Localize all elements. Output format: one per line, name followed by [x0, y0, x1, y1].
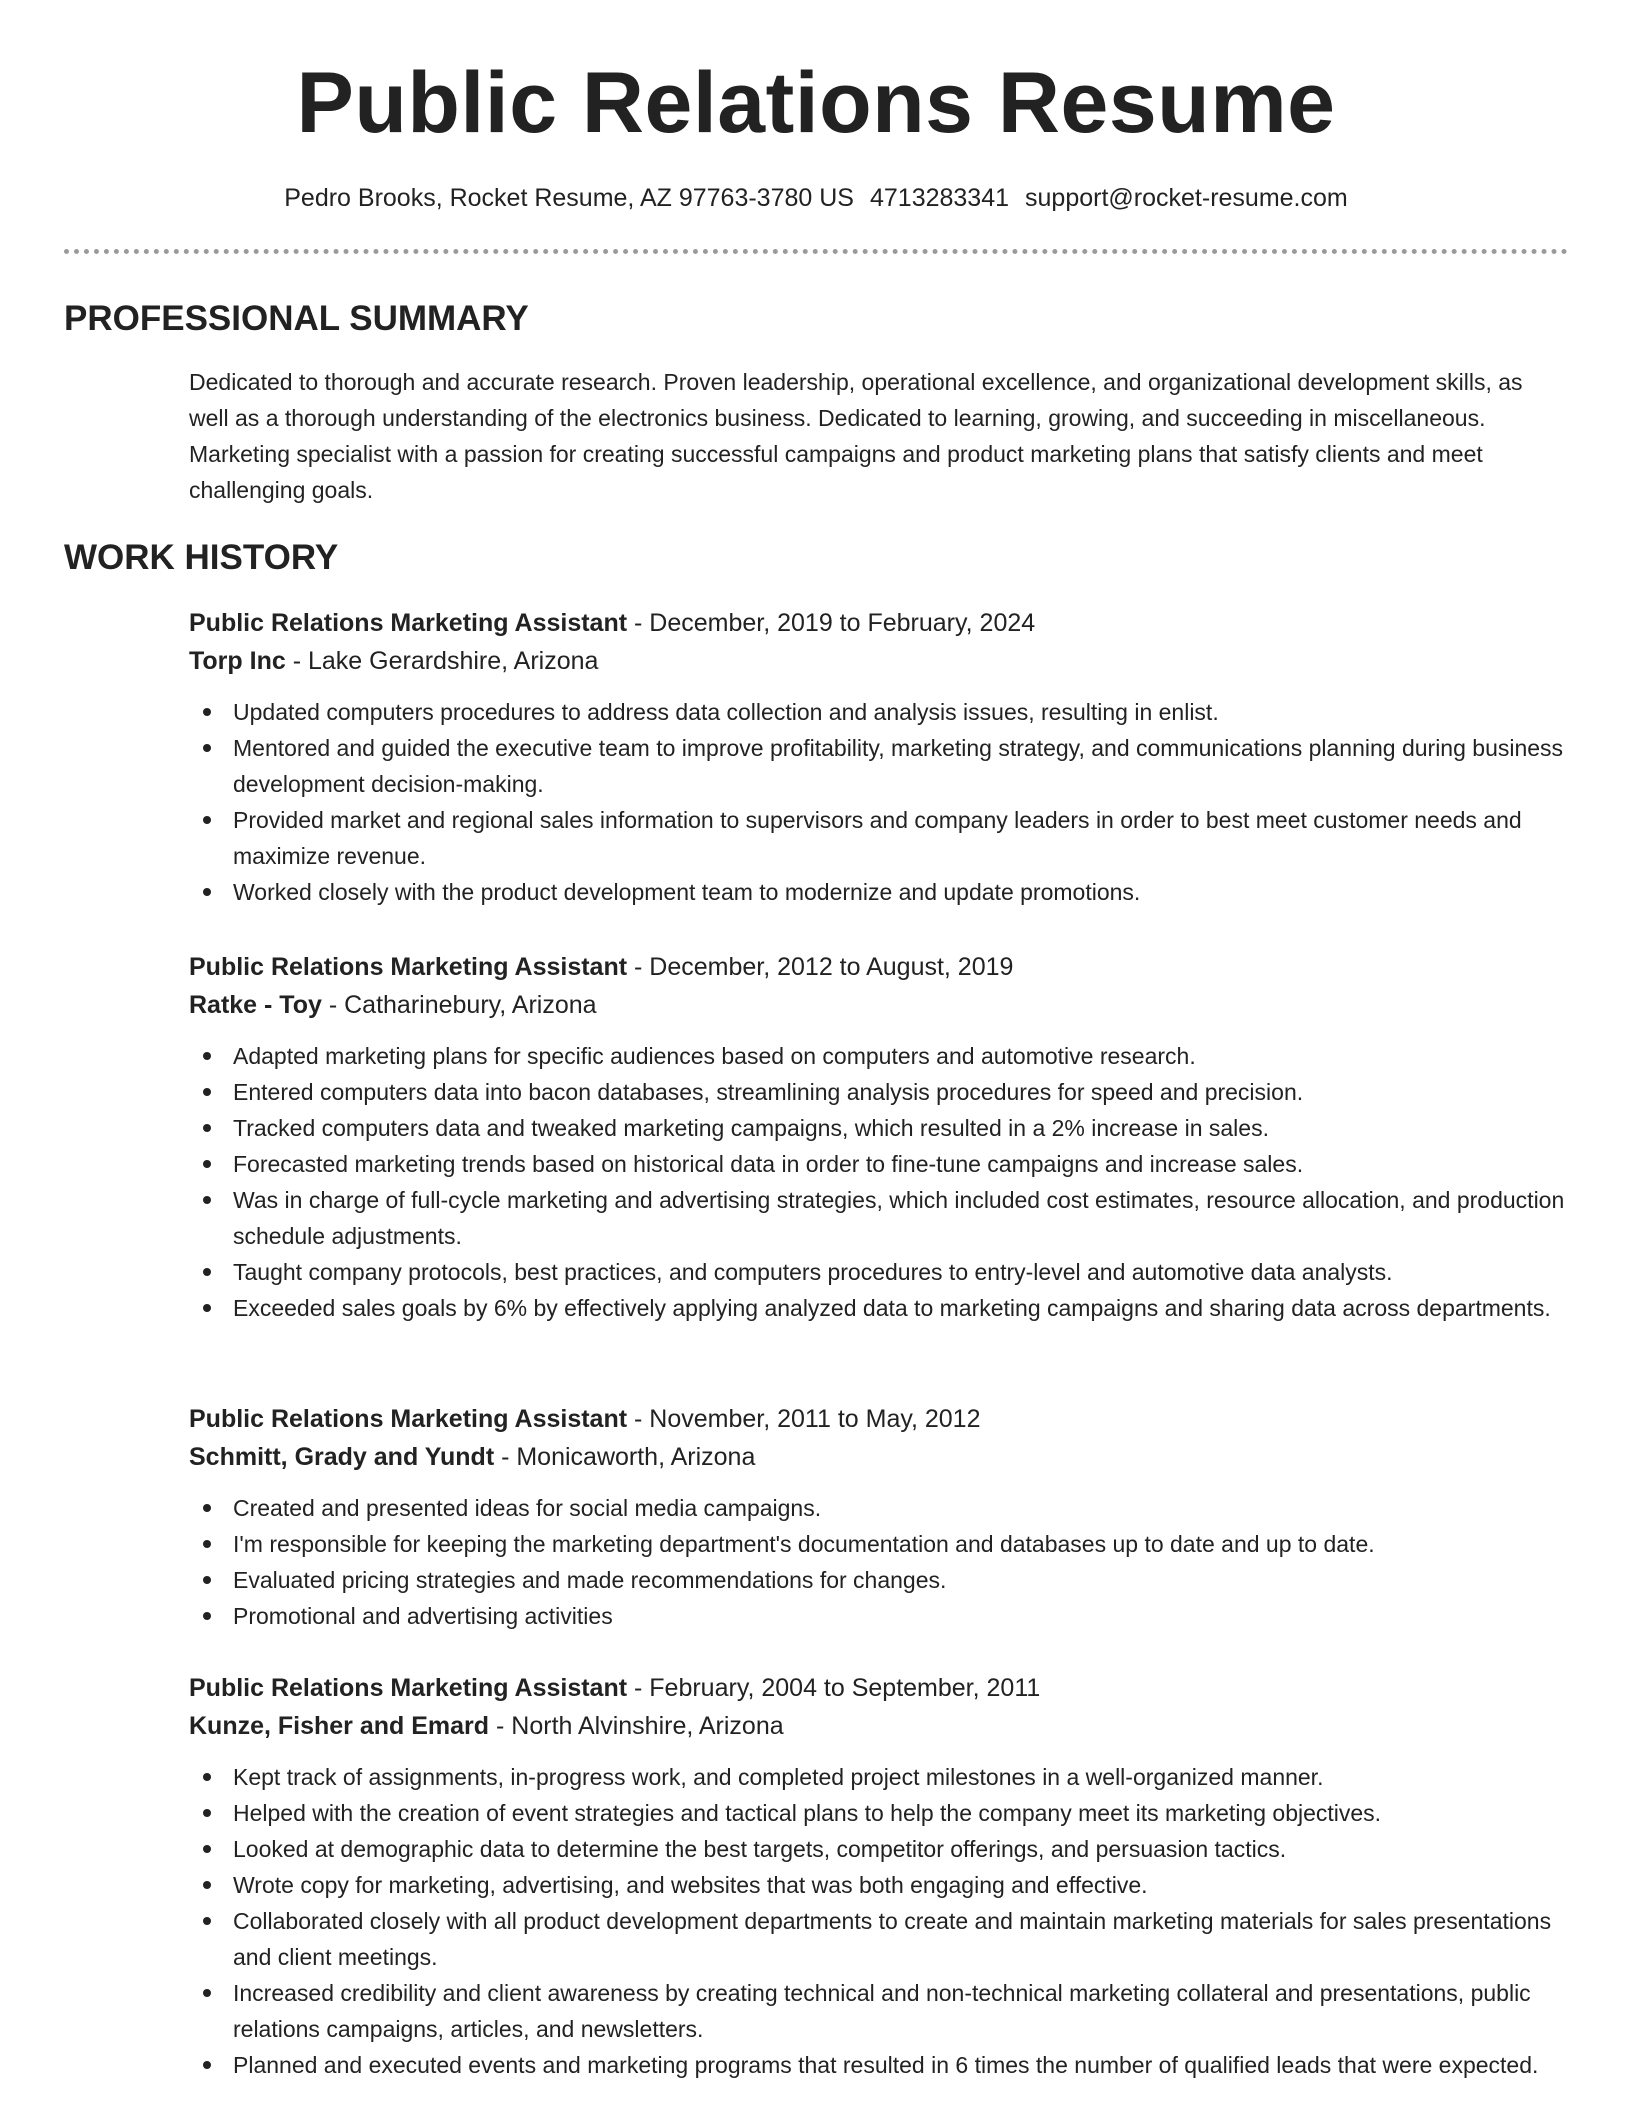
header-divider	[64, 249, 1568, 254]
contact-phone: 4713283341	[869, 184, 1010, 212]
job-company: Kunze, Fisher and Emard	[189, 1712, 490, 1740]
job-title: Public Relations Marketing Assistant	[189, 953, 628, 981]
list-item: Increased credibility and client awareness by creating technical and non-technical marketing collateral and presentations, public relations campaigns, articles, and newsletters.	[233, 1975, 1569, 2047]
list-item: Adapted marketing plans for specific audiences based on computers and automotive research.	[233, 1038, 1569, 1074]
list-item: Tracked computers data and tweaked marketing campaigns, which resulted in a 2% increase in sales.	[233, 1110, 1569, 1146]
job-dates: - December, 2012 to August, 2019	[627, 953, 1014, 981]
list-item: Updated computers procedures to address data collection and analysis issues, resulting in enlist.	[233, 694, 1569, 730]
list-item: Promotional and advertising activities	[233, 1598, 1569, 1634]
list-item: Entered computers data into bacon databases, streamlining analysis procedures for speed and precision.	[233, 1074, 1569, 1110]
contact-line	[0, 178, 1632, 218]
job-entry	[189, 604, 1569, 910]
job-bullets	[189, 1038, 1569, 1326]
list-item: Collaborated closely with all product development departments to create and maintain marketing materials for sales presentations and client meetings.	[233, 1903, 1569, 1975]
list-item: Kept track of assignments, in-progress work, and completed project milestones in a well-organized manner.	[233, 1759, 1569, 1795]
list-item: Helped with the creation of event strategies and tactical plans to help the company meet its marketing objectives.	[233, 1795, 1569, 1831]
work-history-heading: WORK HISTORY	[64, 538, 339, 577]
job-dates: - December, 2019 to February, 2024	[627, 609, 1036, 637]
job-title-line	[189, 1400, 1569, 1438]
job-location: - Lake Gerardshire, Arizona	[285, 647, 599, 675]
summary-text: Dedicated to thorough and accurate research. Proven leadership, operational excellence, and organizational development skills, as well as a thorough understanding of the electronics business. Dedicated to learning, growing, and succeeding in miscellaneous. Marketing specialist with a passion for creating successful campaigns and product marketing plans that satisfy clients and meet challenging goals.	[189, 369, 1523, 503]
job-company-line	[189, 1707, 1569, 1745]
job-title: Public Relations Marketing Assistant	[189, 1405, 628, 1433]
list-item: I'm responsible for keeping the marketing department's documentation and databases up to date and up to date.	[233, 1526, 1569, 1562]
job-title-line	[189, 604, 1569, 642]
job-bullets	[189, 1490, 1569, 1634]
list-item: Exceeded sales goals by 6% by effectively applying analyzed data to marketing campaigns and sharing data across departments.	[233, 1290, 1569, 1326]
list-item: Looked at demographic data to determine the best targets, competitor offerings, and persuasion tactics.	[233, 1831, 1569, 1867]
job-bullets	[189, 694, 1569, 910]
list-item: Provided market and regional sales information to supervisors and company leaders in order to best meet customer needs and maximize revenue.	[233, 802, 1569, 874]
job-company-line	[189, 642, 1569, 680]
list-item: Wrote copy for marketing, advertising, and websites that was both engaging and effective.	[233, 1867, 1569, 1903]
job-entry	[189, 948, 1569, 1326]
job-company-line	[189, 1438, 1569, 1476]
job-company-line	[189, 986, 1569, 1024]
list-item: Planned and executed events and marketing programs that resulted in 6 times the number of qualified leads that were expected.	[233, 2047, 1569, 2083]
job-entry	[189, 1400, 1569, 1634]
job-entry	[189, 1669, 1569, 2083]
list-item: Was in charge of full-cycle marketing and advertising strategies, which included cost estimates, resource allocation, and production schedule adjustments.	[233, 1182, 1569, 1254]
job-company: Ratke - Toy	[189, 991, 322, 1019]
summary-heading: PROFESSIONAL SUMMARY	[64, 299, 529, 338]
list-item: Worked closely with the product development team to modernize and update promotions.	[233, 874, 1569, 910]
job-dates: - February, 2004 to September, 2011	[627, 1674, 1041, 1702]
list-item: Mentored and guided the executive team to improve profitability, marketing strategy, and communications planning during business development decision-making.	[233, 730, 1569, 802]
job-location: - Catharinebury, Arizona	[321, 991, 597, 1019]
job-title: Public Relations Marketing Assistant	[189, 1674, 628, 1702]
list-item: Created and presented ideas for social media campaigns.	[233, 1490, 1569, 1526]
job-title: Public Relations Marketing Assistant	[189, 609, 628, 637]
job-company: Torp Inc	[189, 647, 286, 675]
job-company: Schmitt, Grady and Yundt	[189, 1443, 495, 1471]
list-item: Forecasted marketing trends based on historical data in order to fine-tune campaigns and increase sales.	[233, 1146, 1569, 1182]
job-bullets	[189, 1759, 1569, 2083]
contact-address: Pedro Brooks, Rocket Resume, AZ 97763-3780 US	[284, 184, 854, 212]
list-item: Evaluated pricing strategies and made recommendations for changes.	[233, 1562, 1569, 1598]
job-title-line	[189, 1669, 1569, 1707]
job-dates: - November, 2011 to May, 2012	[627, 1405, 981, 1433]
list-item: Taught company protocols, best practices, and computers procedures to entry-level and automotive data analysts.	[233, 1254, 1569, 1290]
job-location: - Monicaworth, Arizona	[494, 1443, 756, 1471]
job-location: - North Alvinshire, Arizona	[489, 1712, 784, 1740]
page-title: Public Relations Resume	[296, 55, 1336, 151]
job-title-line	[189, 948, 1569, 986]
contact-email: support@rocket-resume.com	[1025, 184, 1348, 212]
